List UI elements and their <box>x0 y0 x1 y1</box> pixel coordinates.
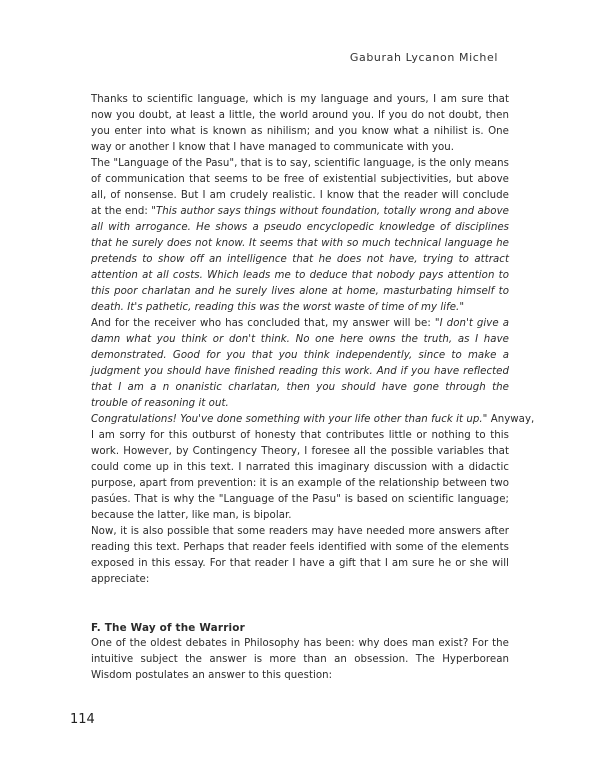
paragraph-text: And for the receiver who has concluded that, my answer will be: <box>91 318 435 329</box>
quoted-author-answer: "I don't give a damn what you think or don't think. No one here owns the truth, as I have demonstrated. Good for you that you think independently, since to make a judgment you should have finished reading this work. And if you have reflected that I am a n onanistic charlatan, then you should have gone through the trouble of reasoning it out. <box>91 318 509 409</box>
paragraph-gift: Now, it is also possible that some readers may have needed more answers after reading this text. Perhaps that reader feels identified with some of the elements exposed in this essay. For that reader I have a gift that I am sure he or she will appreciate: <box>91 526 509 585</box>
paragraph-answer <box>91 316 509 412</box>
section-spacer <box>91 588 509 620</box>
paragraph-congratulations-line <box>91 412 535 428</box>
paragraph-apology: I am sorry for this outburst of honesty that contributes little or nothing to this work. However, by Contingency Theory, I foresee all the possible variables that could come up in this text. I narrated this imaginary discussion with a didactic purpose, apart from prevention: it is an example of the relationship between two pasúes. That is why the "Language of the Pasu" is based on scientific language; because the latter, like man, is bipolar. <box>91 430 509 521</box>
body-text <box>91 92 535 684</box>
paragraph-language-of-pasu <box>91 156 509 316</box>
page-number: 114 <box>70 712 95 727</box>
quoted-congratulations: Congratulations! You've done something with your life other than fuck it up." <box>91 414 488 425</box>
paragraph-text: The "Language of the Pasu", that is to say, scientific language, is the only means of communication that seems to be free of existential subjectivities, but above all, of nonsense. But I am crudely realistic. I know that the reader will conclude at the end: <box>91 158 509 217</box>
paragraph-way-of-warrior: One of the oldest debates in Philosophy has been: why does man exist? For the intuitive subject the answer is more than an obsession. The Hyperborean Wisdom postulates an answer to this question: <box>91 638 509 681</box>
paragraph-text: Anyway, <box>487 414 535 425</box>
paragraph-intro: Thanks to scientific language, which is my language and yours, I am sure that now you doubt, at least a little, the world around you. If you do not doubt, then you enter into what is known as nihilism; and you know what a nihilist is. One way or another I know that I have managed to communicate with you. <box>91 94 509 153</box>
section-heading: F. The Way of the Warrior <box>91 622 245 634</box>
running-header-author: Gaburah Lycanon Michel <box>349 51 498 64</box>
quoted-reader-criticism: "This author says things without foundation, totally wrong and above all with arrogance. He shows a pseudo encyclopedic knowledge of disciplines that he surely does not know. It seems that with so much technical language he pretends to show off an intelligence that he does not have, trying to attract attention at all costs. Which leads me to deduce that nobody pays attention to this poor charlatan and he surely lives alone at home, masturbating himself to death. It's pathetic, reading this was the worst waste of time of my life." <box>91 206 509 313</box>
